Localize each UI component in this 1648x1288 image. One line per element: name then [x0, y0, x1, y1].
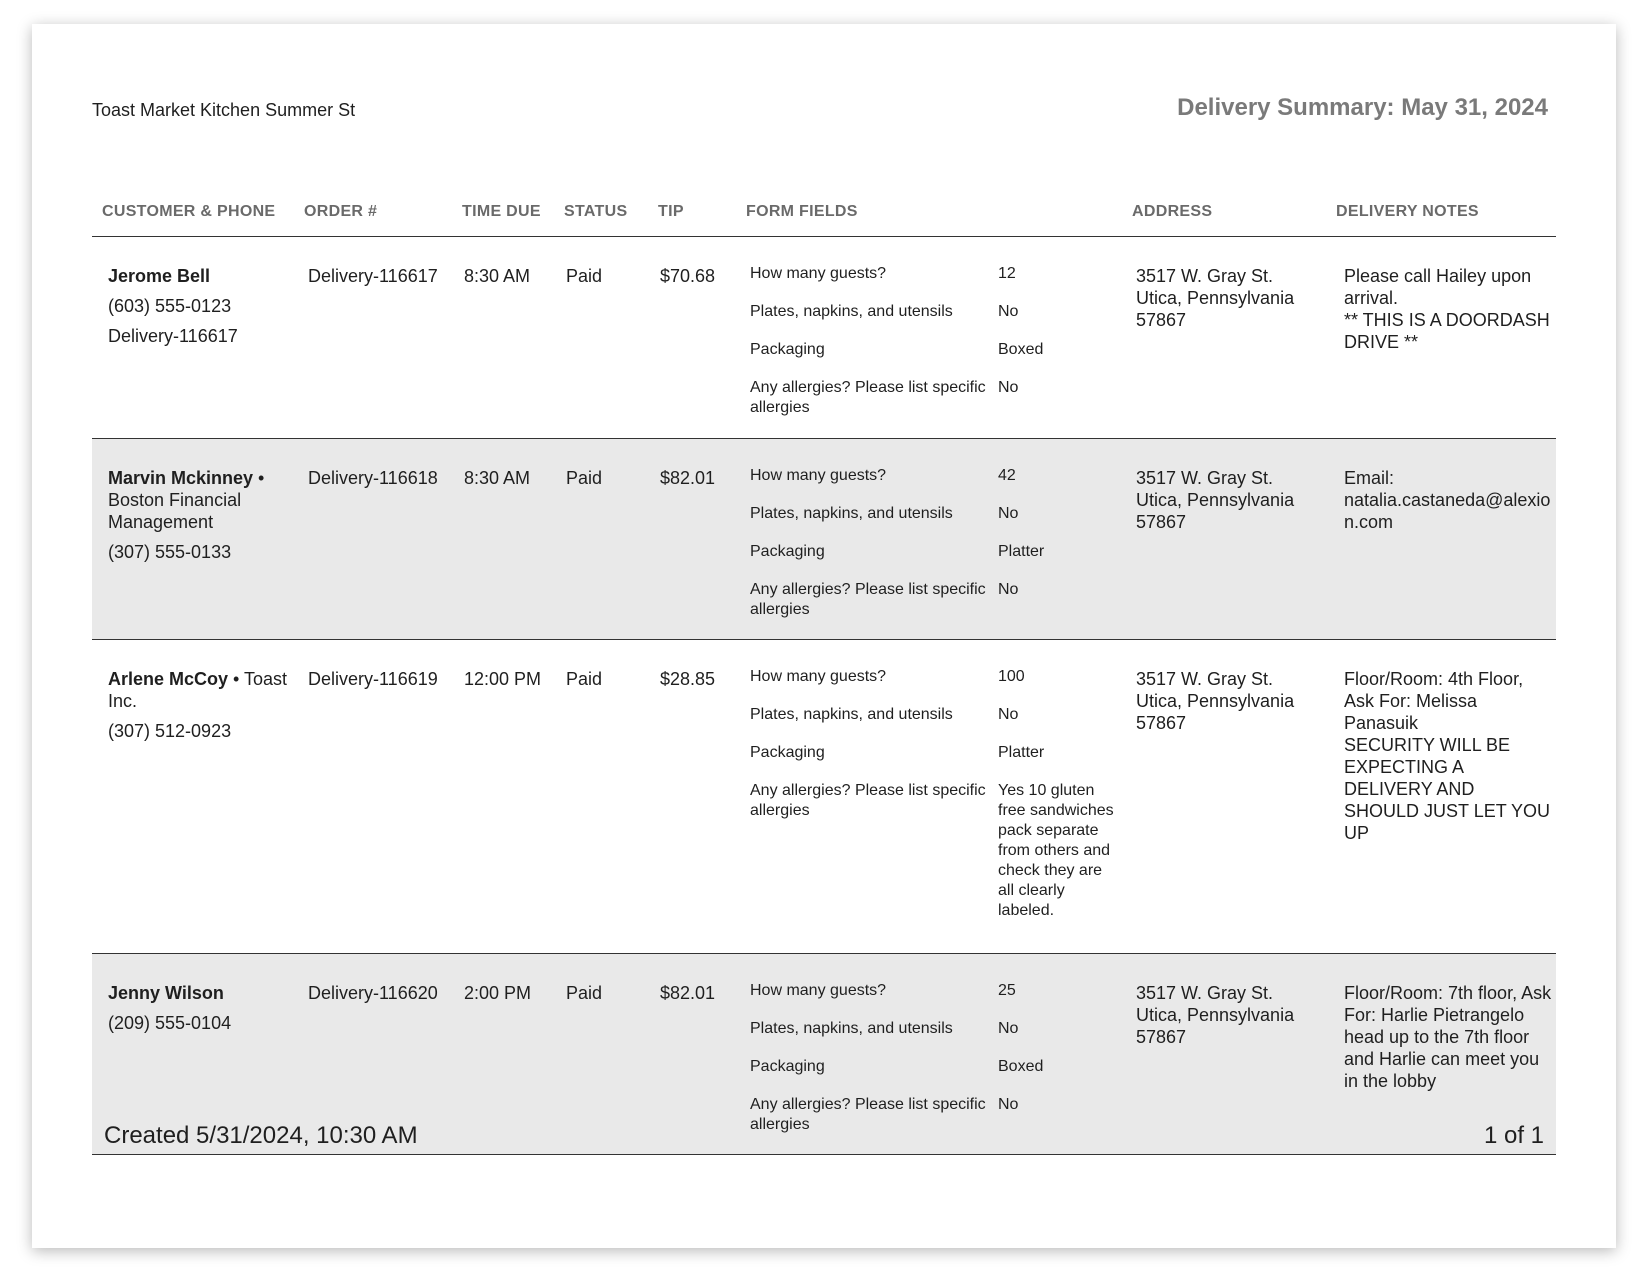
- form-answer: No: [998, 505, 1019, 522]
- address-line: 57867: [1136, 713, 1187, 733]
- form-question: How many guests?: [750, 467, 887, 484]
- order-number: Delivery-116620: [308, 983, 438, 1003]
- customer-phone: (307) 512-0923: [108, 721, 232, 741]
- customer-name: Marvin Mckinney: [108, 468, 254, 488]
- status: Paid: [566, 468, 603, 488]
- form-fields: [750, 981, 1120, 1153]
- address-line: 3517 W. Gray St.: [1136, 983, 1274, 1003]
- tip: $70.68: [660, 266, 716, 286]
- tip: $82.01: [660, 983, 716, 1003]
- form-answer: Yes 10 gluten free sandwiches pack separate from others and check they are all clearly labeled.: [998, 782, 1114, 919]
- form-answer: No: [998, 581, 1019, 598]
- address: [1136, 668, 1326, 734]
- customer-company: Toast Inc.: [108, 669, 288, 711]
- form-question: Packaging: [750, 341, 825, 358]
- document-page: [32, 24, 1616, 1248]
- delivery-notes: [1344, 668, 1552, 844]
- form-question: Packaging: [750, 543, 825, 560]
- note-line: Floor/Room: 4th Floor, Ask For: Melissa Panasuik: [1344, 669, 1524, 733]
- delivery-notes: [1344, 467, 1552, 533]
- order-number: Delivery-116617: [308, 266, 438, 286]
- table-row: [92, 237, 1556, 439]
- column-header-form-fields: FORM FIELDS: [746, 203, 858, 220]
- form-question: Any allergies? Please list specific allergies: [750, 379, 986, 416]
- form-question: How many guests?: [750, 982, 887, 999]
- form-question: Plates, napkins, and utensils: [750, 1020, 953, 1037]
- customer-name: Arlene McCoy: [108, 669, 229, 689]
- address-line: 57867: [1136, 310, 1187, 330]
- form-answer: 100: [998, 668, 1025, 685]
- time-due: 12:00 PM: [464, 669, 542, 689]
- time-due: 8:30 AM: [464, 468, 531, 488]
- customer-company: Boston Financial Management: [108, 490, 242, 532]
- order-number: Delivery-116619: [308, 669, 438, 689]
- column-header-order: ORDER #: [304, 203, 378, 220]
- form-answer: No: [998, 1096, 1019, 1113]
- summary-title: Delivery Summary: May 31, 2024: [1177, 94, 1548, 121]
- note-line: Please call Hailey upon arrival.: [1344, 266, 1532, 308]
- column-header-time-due: TIME DUE: [462, 203, 541, 220]
- address: [1136, 265, 1326, 331]
- customer-cell: [108, 982, 298, 1042]
- column-header-status: STATUS: [564, 203, 628, 220]
- address-line: 3517 W. Gray St.: [1136, 266, 1274, 286]
- form-question: Any allergies? Please list specific allergies: [750, 782, 986, 819]
- form-answer: 12: [998, 265, 1016, 282]
- address-line: 57867: [1136, 1027, 1187, 1047]
- status: Paid: [566, 266, 603, 286]
- customer-phone: (307) 555-0133: [108, 542, 232, 562]
- delivery-notes: [1344, 265, 1552, 353]
- table-header: [92, 179, 1556, 237]
- form-fields: [750, 466, 1120, 638]
- order-number: Delivery-116618: [308, 468, 438, 488]
- delivery-notes: [1344, 982, 1552, 1092]
- created-timestamp: Created 5/31/2024, 10:30 AM: [104, 1122, 418, 1149]
- form-answer: No: [998, 303, 1019, 320]
- form-question: Any allergies? Please list specific allergies: [750, 1096, 986, 1133]
- address-line: Utica, Pennsylvania: [1136, 490, 1295, 510]
- customer-phone: (603) 555-0123: [108, 296, 232, 316]
- form-question: Plates, napkins, and utensils: [750, 706, 953, 723]
- note-line: Floor/Room: 7th floor, Ask For: Harlie Pietrangelo: [1344, 983, 1552, 1025]
- customer-cell: Marvin Mckinney • Boston Financial Management (307) 555-0133: [108, 467, 298, 571]
- form-fields: [750, 667, 1120, 939]
- form-answer: Boxed: [998, 1058, 1044, 1075]
- form-answer: No: [998, 1020, 1019, 1037]
- note-line: Email: natalia.castaneda@alexion.com: [1344, 468, 1551, 532]
- tip: $82.01: [660, 468, 716, 488]
- form-fields: [750, 264, 1120, 436]
- form-question: How many guests?: [750, 668, 887, 685]
- address-line: Utica, Pennsylvania: [1136, 288, 1295, 308]
- address-line: Utica, Pennsylvania: [1136, 1005, 1295, 1025]
- address-line: 57867: [1136, 512, 1187, 532]
- address: [1136, 467, 1326, 533]
- form-question: Packaging: [750, 744, 825, 761]
- form-question: Packaging: [750, 1058, 825, 1075]
- form-question: Plates, napkins, and utensils: [750, 303, 953, 320]
- status: Paid: [566, 983, 603, 1003]
- address-line: 3517 W. Gray St.: [1136, 669, 1274, 689]
- address: [1136, 982, 1326, 1048]
- note-line: head up to the 7th floor and Harlie can meet you in the lobby: [1344, 1027, 1540, 1091]
- form-question: Plates, napkins, and utensils: [750, 505, 953, 522]
- form-answer: Boxed: [998, 341, 1044, 358]
- customer-cell: Arlene McCoy • Toast Inc. (307) 512-0923: [108, 668, 298, 750]
- table-row: [92, 640, 1556, 954]
- page-number: 1 of 1: [1483, 1122, 1544, 1149]
- form-question: Any allergies? Please list specific allergies: [750, 581, 986, 618]
- form-answer: 25: [998, 982, 1016, 999]
- address-line: 3517 W. Gray St.: [1136, 468, 1274, 488]
- form-answer: Platter: [998, 744, 1045, 761]
- form-answer: 42: [998, 467, 1016, 484]
- note-line: ** THIS IS A DOORDASH DRIVE **: [1344, 310, 1550, 352]
- table-row: [92, 439, 1556, 640]
- form-answer: Platter: [998, 543, 1045, 560]
- column-header-customer: CUSTOMER & PHONE: [102, 203, 276, 220]
- delivery-table: [92, 179, 1556, 1155]
- column-header-tip: TIP: [658, 203, 684, 220]
- form-question: How many guests?: [750, 265, 887, 282]
- form-answer: No: [998, 706, 1019, 723]
- status: Paid: [566, 669, 603, 689]
- restaurant-name: Toast Market Kitchen Summer St: [92, 100, 356, 120]
- column-header-address: ADDRESS: [1132, 203, 1213, 220]
- customer-cell: [108, 265, 298, 355]
- address-line: Utica, Pennsylvania: [1136, 691, 1295, 711]
- customer-name: Jenny Wilson: [108, 983, 224, 1003]
- note-line: SECURITY WILL BE EXPECTING A DELIVERY AND SHOULD JUST LET YOU UP: [1344, 735, 1551, 843]
- time-due: 2:00 PM: [464, 983, 532, 1003]
- customer-phone: (209) 555-0104: [108, 1013, 232, 1033]
- time-due: 8:30 AM: [464, 266, 531, 286]
- column-header-delivery-notes: DELIVERY NOTES: [1336, 203, 1479, 220]
- customer-ref: Delivery-116617: [108, 326, 238, 346]
- tip: $28.85: [660, 669, 716, 689]
- customer-name: Jerome Bell: [108, 266, 211, 286]
- form-answer: No: [998, 379, 1019, 396]
